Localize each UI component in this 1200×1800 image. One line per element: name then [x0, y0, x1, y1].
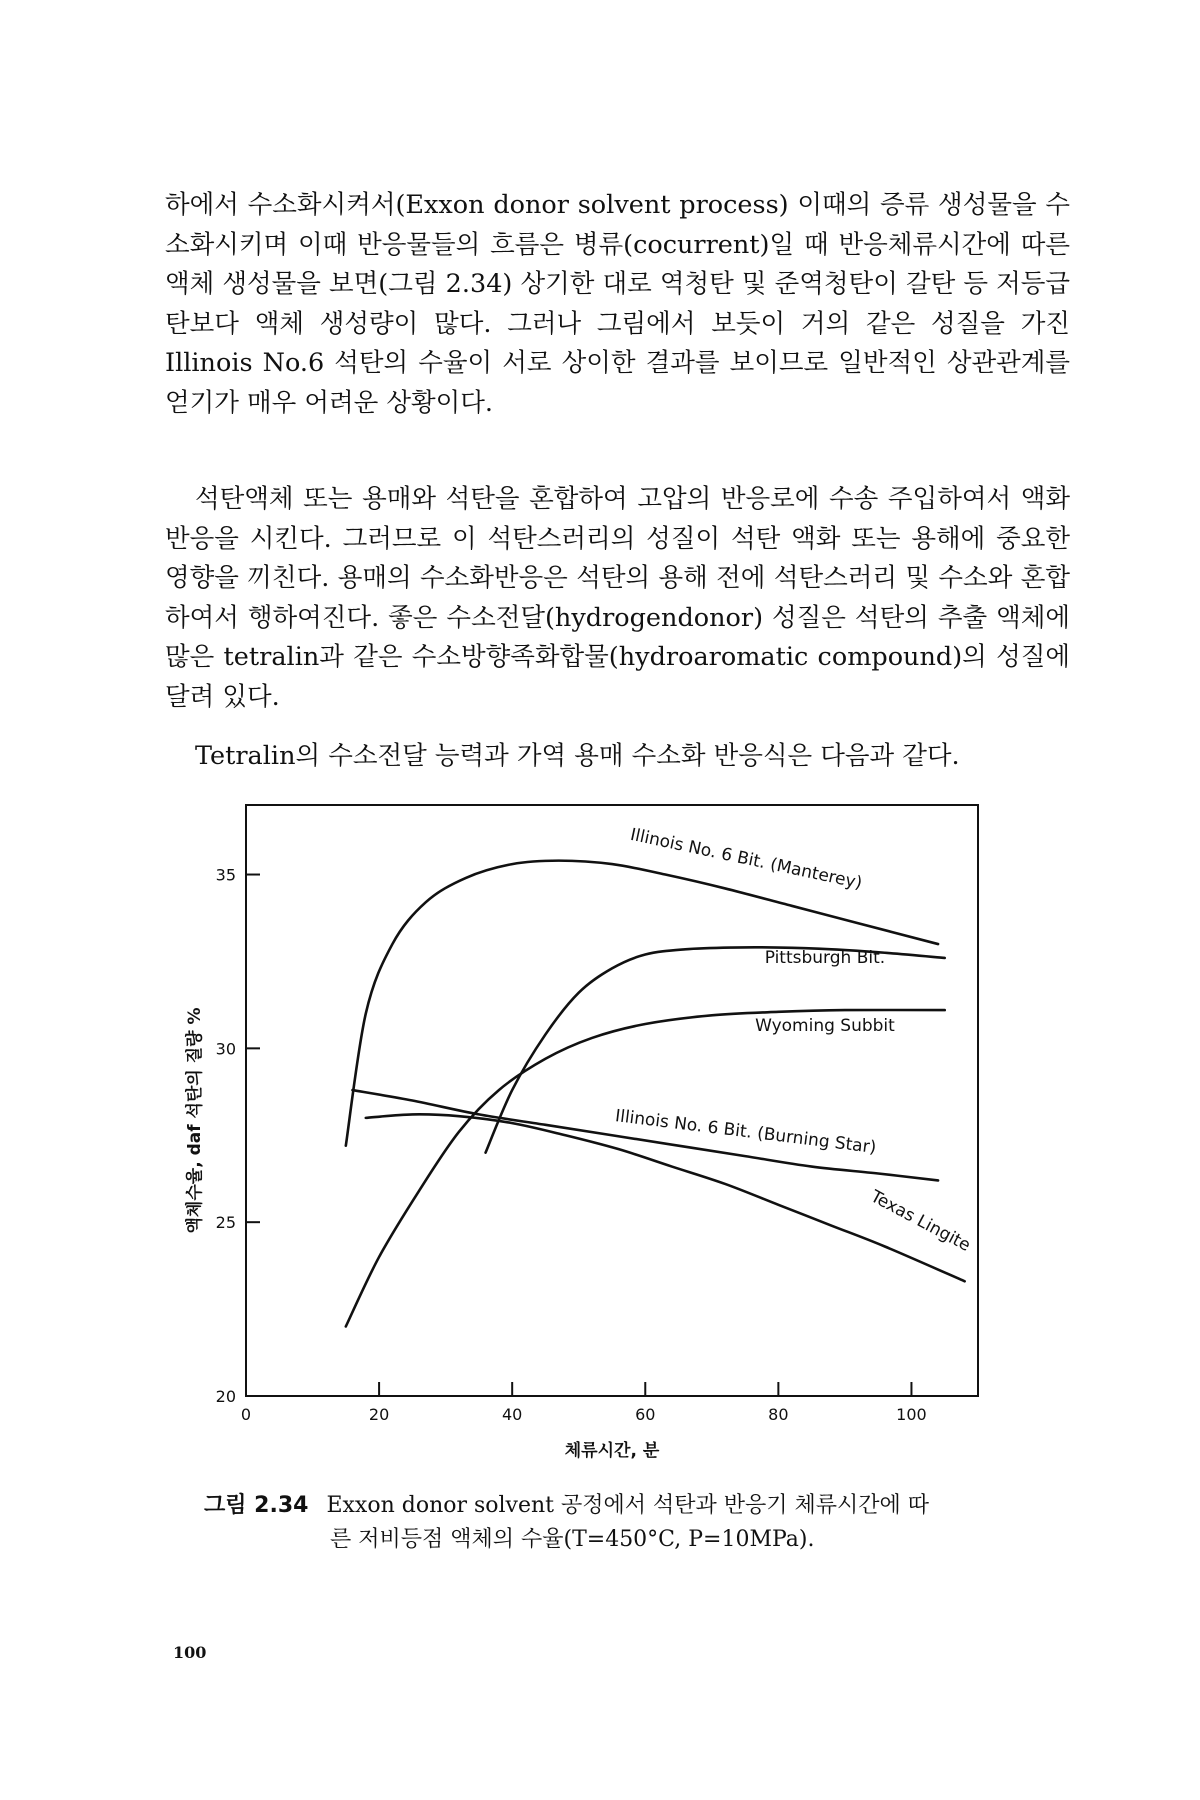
paragraph-2: 석탄액체 또는 용매와 석탄을 혼합하여 고압의 반응로에 수송 주입하여서 액화반응을 시킨다. 그러므로 이 석탄스러리의 성질이 석탄 액화 또는 용해에 중요한 영향을 끼친다. 용매의 수소화반응은 석탄의 용해 전에 석탄스러리 및 수소와 혼합하여서 행하여진다. 좋은 수소전달(hydrogendonor) 성질은 석탄의 추출 액체에 많은 tetralin과 같은 수소방향족화합물(hydroaromatic compound)의 성질에 달려 있다.	[165, 484, 1070, 712]
page-number: 100	[173, 1643, 207, 1662]
y-tick-label-3: 35	[215, 865, 236, 885]
series-line-wyoming	[346, 1010, 945, 1326]
paragraph-3: Tetralin의 수소전달 능력과 가역 용매 수소화 반응식은 다음과 같다.	[195, 741, 960, 771]
y-tick-label-0: 20	[215, 1387, 236, 1406]
series-label-pittsburgh: Pittsburgh Bit.	[764, 948, 886, 969]
series-label-illinois-manterey: Illinois No. 6 Bit. (Manterey)	[628, 824, 864, 894]
figure-caption	[204, 1489, 1074, 1557]
y-axis-title: 액체수율, daf 석탄의 질량 %	[185, 1007, 205, 1234]
caption-line-2: 른 저비등점 액체의 수율(T=450°C, P=10MPa).	[330, 1527, 815, 1552]
x-tick-label-3: 60	[635, 1405, 656, 1424]
series-label-illinois-burning-star: Illinois No. 6 Bit. (Burning Star)	[614, 1106, 878, 1158]
y-tick-label-2: 30	[215, 1039, 236, 1059]
paragraph-1: 하에서 수소화시켜서(Exxon donor solvent process) 이때의 증류 생성물을 수소화시키며 이때 반응물들의 흐름은 병류(cocurrent)일 때 반응체류시간에 따른 액체 생성물을 보면(그림 2.34) 상기한 대로 역청탄 및 준역청탄이 갈탄 등 저등급탄보다 액체 생성량이 많다. 그러나 그림에서 보듯이 거의 같은 성질을 가진 Illinois No.6 석탄의 수율이 서로 상이한 결과를 보이므로 일반적인 상관관계를 얻기가 매우 어려운 상황이다.	[165, 190, 1070, 418]
x-tick-label-2: 40	[502, 1405, 523, 1424]
x-axis-title: 체류시간, 분	[564, 1441, 660, 1461]
series-line-illinois-manterey	[346, 861, 938, 1146]
x-tick-label-5: 100	[896, 1405, 927, 1424]
series-label-texas-lignite: Texas Lingite	[867, 1186, 974, 1256]
figure-label: 그림 2.34	[204, 1493, 309, 1518]
x-tick-label-1: 20	[368, 1405, 390, 1424]
series-label-wyoming: Wyoming Subbit	[755, 1015, 895, 1036]
x-tick-label-4: 80	[768, 1405, 789, 1424]
x-tick-label-0: 0	[240, 1405, 252, 1424]
caption-line-1: Exxon donor solvent 공정에서 석탄과 반응기 체류시간에 따	[326, 1493, 930, 1518]
y-tick-label-1: 25	[215, 1213, 236, 1233]
